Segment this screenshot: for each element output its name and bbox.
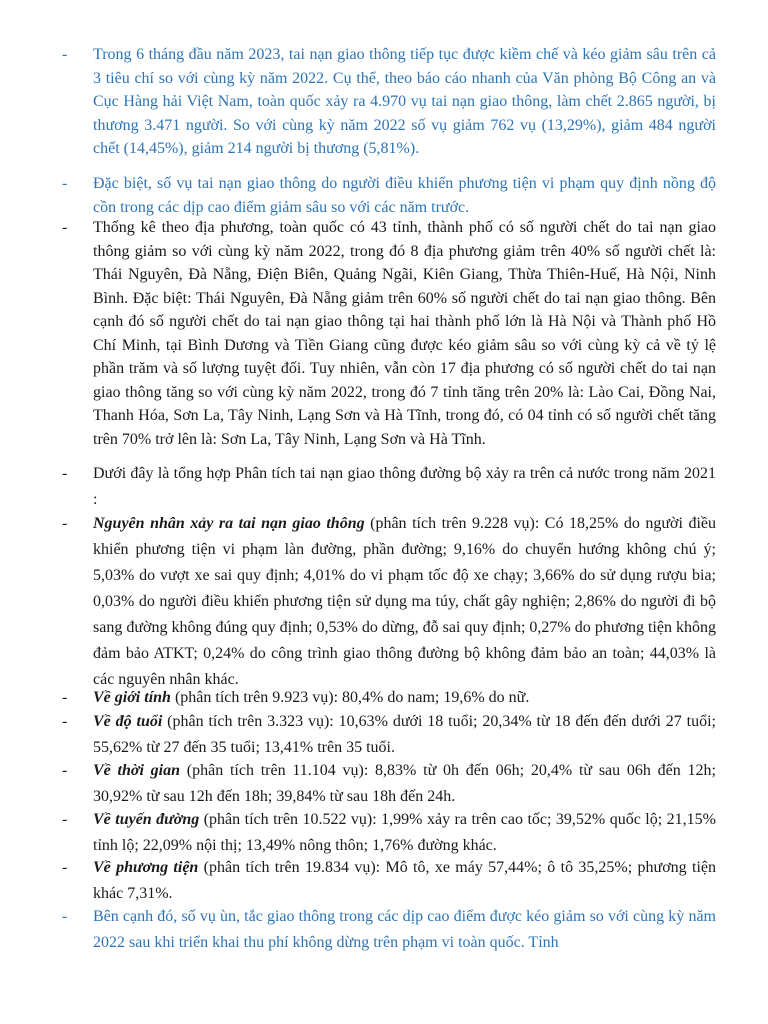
section-heading: Về phương tiện [93,859,199,876]
paragraph-local-statistics [62,216,716,451]
section-body: (phân tích trên 9.228 vụ): Có 18,25% do người điều khiển phương tiện vi phạm làn đường, phần đường; 9,16% do chuyển hướng không chú ý; 5,03% do vượt xe sai quy định; 4,01% do vi phạm tốc độ xe chạy; 3,66% do sử dụng rượu bia; 0,03% do người điều khiển phương tiện sử dụng ma túy, chất gây nghiện; 2,86% do người đi bộ sang đường không đúng quy định; 0,53% do dừng, đỗ sai quy định; 0,27% do phương tiện không đảm bảo ATKT; 0,24% do công trình giao thông đường bộ không đảm bảo an toàn; 44,03% là các nguyên nhân khác. [93,515,717,688]
paragraph-text: Đặc biệt, số vụ tai nạn giao thông do người điều khiển phương tiện vi phạm quy định nồng độ cồn trong các dịp cao điểm giảm sâu so với các năm trước. [93,175,716,216]
paragraph-text [93,807,716,859]
paragraph-gender [62,685,716,711]
paragraph-text: Thống kê theo địa phương, toàn quốc có 43 tỉnh, thành phố có số người chết do tai nạn giao thông giảm so với cùng kỳ năm 2022, trong đó 8 địa phương giảm trên 40% số người chết là: Thái Nguyên, Đà Nẵng, Điện Biên, Quảng Ngãi, Kiên Giang, Thừa Thiên-Huế, Hà Nội, Ninh Bình. Đặc biệt: Thái Nguyên, Đà Nẵng giảm trên 60% số người chết do tai nạn giao thông. Bên cạnh đó số người chết do tai nạn giao thông tại hai thành phố lớn là Hà Nội và Thành phố Hồ Chí Minh, tại Bình Dương và Tiền Giang cũng được kéo giảm sâu so với cùng kỳ cả về tỷ lệ phần trăm và số lượng tuyệt đối. Tuy nhiên, vẫn còn 17 địa phương có số người chết do tai nạn giao thông tăng so với cùng kỳ năm 2022, trong đó 7 tỉnh tăng trên 20% là: Lào Cai, Đồng Nai, Thanh Hóa, Sơn La, Tây Ninh, Lạng Sơn và Hà Tĩnh, trong đó, có 04 tỉnh có số người chết tăng trên 70% trở lên là: Sơn La, Tây Ninh, Lạng Sơn và Hà Tĩnh. [93,219,716,448]
section-body: (phân tích trên 11.104 vụ): 8,83% từ 0h đến 06h; 20,4% từ sau 06h đến 12h; 30,92% từ sau 12h đến 18h; 39,84% từ sau 18h đến 24h. [93,762,716,805]
bullet-dash: - [62,515,68,532]
paragraph-text [93,855,716,907]
paragraph-time [62,758,716,810]
paragraph-text: Dưới đây là tổng hợp Phân tích tai nạn giao thông đường bộ xảy ra trên cả nước trong năm 2021 : [93,465,716,508]
bullet-dash: - [62,465,68,482]
paragraph-accident-causes [62,511,716,693]
paragraph-text [93,709,716,761]
bullet-dash: - [62,175,68,192]
bullet-dash: - [62,46,68,63]
paragraph-text: Trong 6 tháng đầu năm 2023, tai nạn giao thông tiếp tục được kiềm chế và kéo giảm sâu trên cả 3 tiêu chí so với cùng kỳ năm 2022. Cụ thể, theo báo cáo nhanh của Văn phòng Bộ Công an và Cục Hàng hải Việt Nam, toàn quốc xảy ra 4.970 vụ tai nạn giao thông, làm chết 2.865 người, bị thương 3.471 người. So với cùng kỳ năm 2022 số vụ giảm 762 vụ (13,29%), giảm 484 người chết (14,45%), giảm 214 người bị thương (5,81%). [93,46,716,157]
bullet-dash: - [62,219,68,236]
section-heading: Về độ tuổi [93,713,163,730]
paragraph-text [93,685,716,711]
paragraph-text: Bên cạnh đó, số vụ ùn, tắc giao thông trong các dịp cao điểm được kéo giảm so với cùng kỳ năm 2022 sau khi triển khai thu phí không dừng trên phạm vi toàn quốc. Tỉnh [93,908,716,951]
section-heading: Về giới tính [93,689,171,706]
paragraph-age [62,709,716,761]
paragraph-vehicle [62,855,716,907]
section-heading: Về thời gian [93,762,181,779]
paragraph-text [93,511,716,693]
paragraph-text [93,758,716,810]
bullet-dash: - [62,762,68,779]
section-heading: Về tuyến đường [93,811,200,828]
section-body: (phân tích trên 3.323 vụ): 10,63% dưới 18 tuổi; 20,34% từ 18 đến đến dưới 27 tuổi; 55,62% từ 27 đến 35 tuổi; 13,41% trên 35 tuổi. [93,713,717,756]
bullet-dash: - [62,811,68,828]
section-body: (phân tích trên 19.834 vụ): Mô tô, xe máy 57,44%; ô tô 35,25%; phương tiện khác 7,31%. [93,859,716,902]
paragraph-road-type [62,807,716,859]
paragraph-alcohol-violations [62,172,716,219]
bullet-dash: - [62,908,68,925]
section-body: (phân tích trên 9.923 vụ): 80,4% do nam; 19,6% do nữ. [170,689,530,706]
bullet-dash: - [62,689,68,706]
paragraph-congestion [62,904,716,956]
bullet-dash: - [62,713,68,730]
paragraph-accident-summary-2023 [62,43,716,161]
section-heading: Nguyên nhân xảy ra tai nạn giao thông [93,515,365,532]
section-body: (phân tích trên 10.522 vụ): 1,99% xảy ra trên cao tốc; 39,52% quốc lộ; 21,15% tỉnh lộ; 22,09% nội thị; 13,49% nông thôn; 1,76% đường khác. [93,811,716,854]
paragraph-analysis-intro [62,461,716,513]
bullet-dash: - [62,859,68,876]
